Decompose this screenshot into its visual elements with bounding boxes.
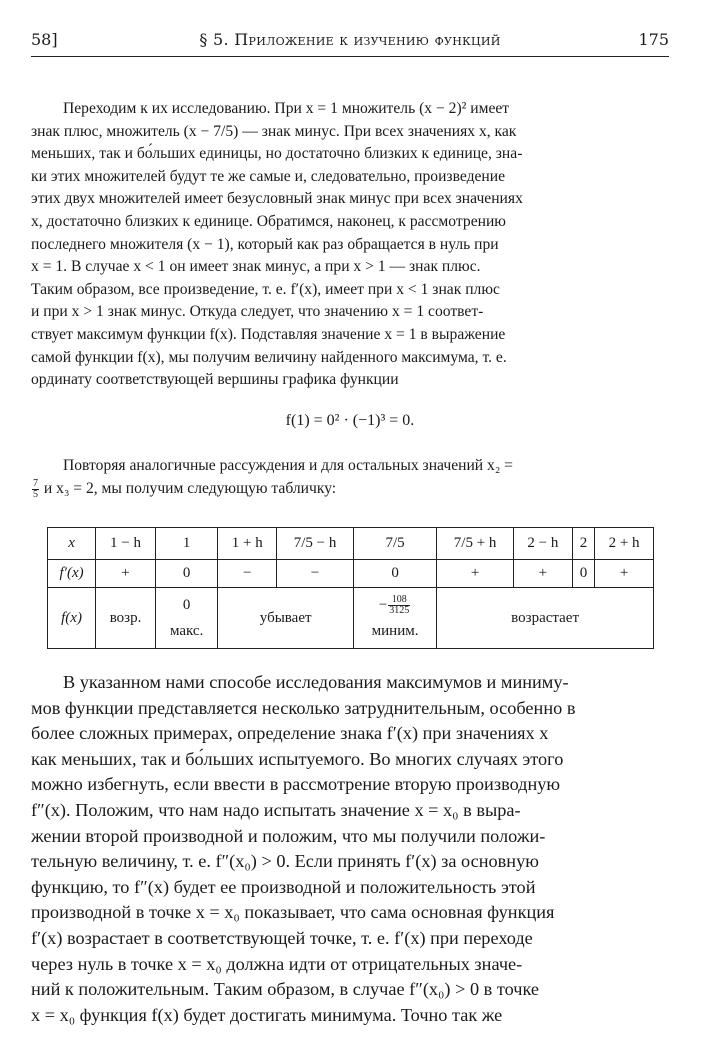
table-row-derivative — [48, 560, 654, 588]
text-line: тельную величину, т. е. f″(x₀) > 0. Если принять f′(x) за основную — [31, 851, 539, 872]
paragraph-2 — [31, 455, 669, 500]
paragraph-3 — [31, 670, 669, 1028]
table-cell: возр. — [96, 588, 156, 649]
text-line: f″(x). Положим, что нам надо испытать значение x = x₀ в выра- — [31, 799, 521, 820]
text-line: и при x > 1 знак минус. Откуда следует, что значению x = 1 соответ- — [31, 303, 484, 321]
text-line: последнего множителя (x − 1), который как раз обращается в нуль при — [31, 235, 499, 253]
text-line: x, достаточно близких к единице. Обратимся, наконец, к рассмотрению — [31, 212, 506, 230]
text-line: знак плюс, множитель (x − 7/5) — знак минус. При всех значениях x, как — [31, 122, 517, 140]
table-cell: 2 + h — [595, 528, 654, 560]
text-line: $\frac{7}{5}$ и x₃ = 2, мы получим следующую табличку: — [33, 477, 337, 500]
text-line: мов функции представляется несколько затруднительным, особенно в — [31, 697, 576, 718]
table-cell: + — [595, 560, 654, 588]
header-title: § 5. Приложение к изучению функций — [199, 30, 501, 49]
text-line: меньших, так и бо́льших единицы, но достаточно близких к единице, зна- — [31, 145, 523, 163]
table-cell: − — [218, 560, 277, 588]
text-line: В указанном нами способе исследования максимумов и миниму- — [63, 672, 569, 692]
text-line: ствует максимум функции f(x). Подставляя значение x = 1 в выражение — [31, 325, 506, 343]
running-header — [31, 30, 669, 52]
text-line: более сложных примерах, определение знака f′(x) при значениях x — [31, 723, 549, 744]
table-cell: f(x) — [48, 588, 96, 649]
text-line: производной в точке x = x₀ показывает, что сама основная функция — [31, 902, 555, 923]
table-cell: f′(x) — [48, 560, 96, 588]
table-cell-minimum: − $\frac{108}{3125}$ миним. — [353, 588, 436, 649]
text-line: x = 1. В случае x < 1 он имеет знак минус, а при x > 1 — знак плюс. — [31, 258, 481, 276]
text-line: Переходим к их исследованию. При x = 1 множитель (x − 2)² имеет — [63, 100, 510, 117]
display-formula: f(1) = 0² · (−1)³ = 0. — [285, 412, 415, 429]
table-cell: убывает — [218, 588, 354, 649]
text-line: жении второй производной и положим, что мы получили положи- — [31, 825, 546, 846]
fraction: $\frac{108}{3125}$ — [389, 594, 410, 617]
table-cell: 0 — [155, 560, 217, 588]
text-line: можно избегнуть, если ввести в рассмотрение вторую производную — [31, 774, 561, 795]
table-cell: 1 — [155, 528, 217, 560]
text-line: функцию, то f″(x) будет ее производной и положительность этой — [31, 876, 536, 897]
table-cell: 1 + h — [218, 528, 277, 560]
table-cell: 7/5 — [353, 528, 436, 560]
table-cell: 7/5 + h — [437, 528, 514, 560]
table-cell: 1 − h — [96, 528, 156, 560]
header-section-ref: 58] — [31, 30, 58, 49]
text-line: через нуль в точке x = x₀ должна идти от отрицательных значе- — [31, 953, 523, 974]
table-cell-maximum: 0 макс. — [155, 588, 217, 649]
table-row-function — [48, 588, 654, 649]
table-cell: возрастает — [437, 588, 654, 649]
header-rule — [31, 56, 669, 57]
text-line: f′(x) возрастает в соответствующей точке, т. е. f′(x) при переходе — [31, 927, 533, 948]
table-cell: − — [277, 560, 354, 588]
text-line: Повторяя аналогичные рассуждения и для остальных значений x₂ = — [63, 457, 513, 474]
table-cell: 0 — [353, 560, 436, 588]
table-cell: + — [514, 560, 573, 588]
table-cell: + — [96, 560, 156, 588]
paragraph-1 — [31, 98, 669, 392]
table-row-x — [48, 528, 654, 560]
table-cell: 2 − h — [514, 528, 573, 560]
table-cell: x — [48, 528, 96, 560]
text-line: как меньших, так и бо́льших испытуемого. Во многих случаях этого — [31, 748, 564, 769]
text-line: этих двух множителей имеет безусловный знак минус при всех значениях — [31, 190, 523, 208]
text-line: ки этих множителей будут те же самые и, следовательно, произведение — [31, 167, 506, 185]
table-cell: + — [437, 560, 514, 588]
text-line: самой функции f(x), мы получим величину найденного максимума, т. е. — [31, 348, 507, 366]
table-cell: 0 — [572, 560, 594, 588]
table-cell: 7/5 − h — [277, 528, 354, 560]
sign-table — [47, 527, 654, 649]
text-line: Таким образом, все произведение, т. е. f′(x), имеет при x < 1 знак плюс — [31, 280, 500, 298]
fraction: $\frac{7}{5}$ — [33, 477, 38, 500]
table-cell: 2 — [572, 528, 594, 560]
page-number: 175 — [638, 30, 669, 49]
text-line: x = x₀ функция f(x) будет достигать минимума. Точно так же — [31, 1004, 503, 1025]
text-line: ний к положительным. Таким образом, в случае f″(x₀) > 0 в точке — [31, 979, 540, 1000]
text-line: ординату соответствующей вершины графика функции — [31, 371, 399, 389]
